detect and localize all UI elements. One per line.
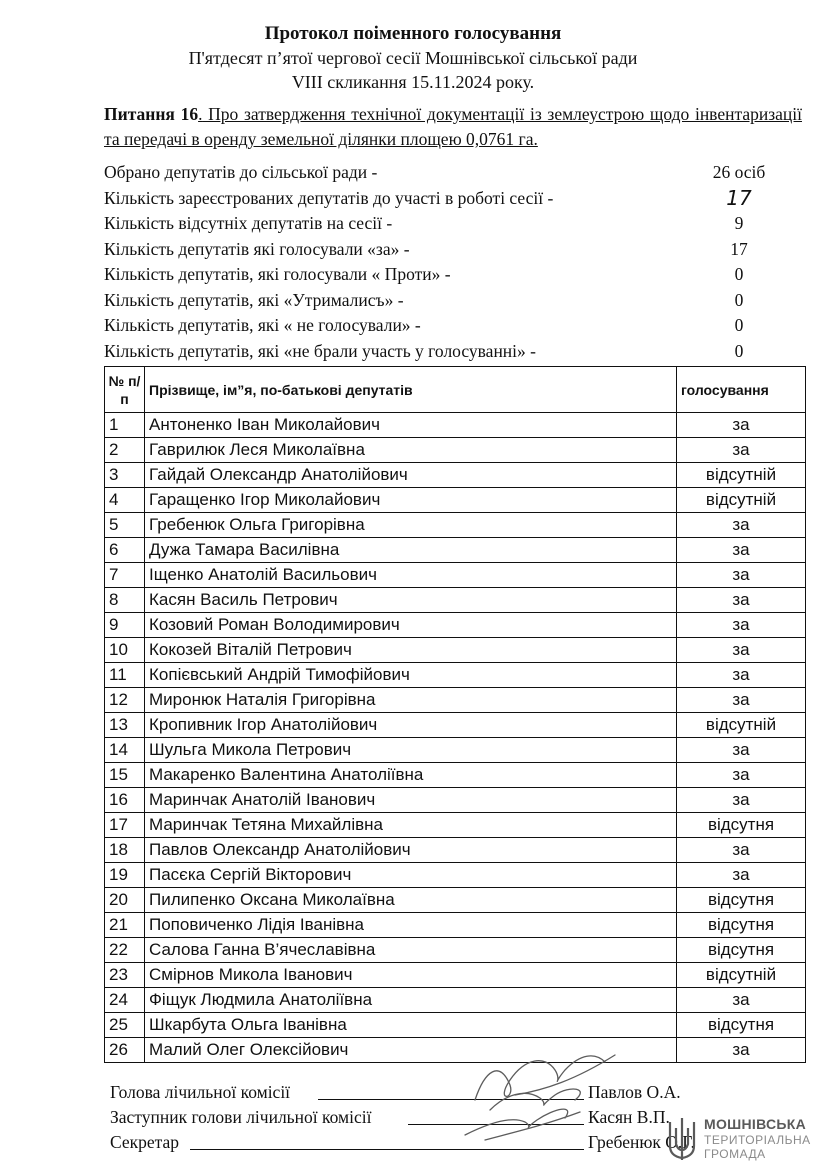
deputy-name: Шульга Микола Петрович bbox=[145, 738, 677, 763]
vote-result: відсутня bbox=[677, 1013, 806, 1038]
logo-line-1: МОШНІВСЬКА bbox=[704, 1116, 807, 1132]
table-row bbox=[105, 713, 806, 738]
row-number: 7 bbox=[105, 563, 145, 588]
stat-row bbox=[104, 313, 804, 339]
vote-result: за bbox=[677, 763, 806, 788]
row-number: 16 bbox=[105, 788, 145, 813]
stat-row bbox=[104, 160, 804, 186]
column-header-vote: голосування bbox=[677, 367, 806, 413]
stat-label: Кількість депутатів які голосували «за» - bbox=[104, 238, 410, 259]
vote-result: за bbox=[677, 613, 806, 638]
table-row bbox=[105, 413, 806, 438]
row-number: 10 bbox=[105, 638, 145, 663]
deputy-name: Копієвський Андрій Тимофійович bbox=[145, 663, 677, 688]
row-number: 23 bbox=[105, 963, 145, 988]
table-row bbox=[105, 1013, 806, 1038]
row-number: 20 bbox=[105, 888, 145, 913]
signatory-role: Голова лічильної комісії bbox=[110, 1082, 291, 1102]
deputy-name: Малий Олег Олексійович bbox=[145, 1038, 677, 1063]
stat-row bbox=[104, 186, 804, 212]
stat-label: Кількість відсутніх депутатів на сесії - bbox=[104, 213, 393, 233]
deputy-name: Кропивник Ігор Анатолійович bbox=[145, 713, 677, 738]
stat-row bbox=[104, 237, 804, 263]
row-number: 26 bbox=[105, 1038, 145, 1063]
stat-label: Обрано депутатів до сільської ради - bbox=[104, 162, 378, 182]
deputy-name: Козовий Роман Володимирович bbox=[145, 613, 677, 638]
stat-value-handwritten: 17 bbox=[726, 185, 752, 210]
vote-result: за bbox=[677, 688, 806, 713]
deputy-name: Маринчак Анатолій Іванович bbox=[145, 788, 677, 813]
table-row bbox=[105, 863, 806, 888]
stat-value: 17 bbox=[730, 238, 748, 259]
stat-label: Кількість депутатів, які « не голосували» - bbox=[104, 315, 421, 335]
stat-label: Кількість депутатів, які голосували « Проти» - bbox=[104, 264, 451, 284]
row-number: 12 bbox=[105, 688, 145, 713]
signatory-name: Гребенюк О.Г. bbox=[588, 1132, 695, 1152]
roll-call-table bbox=[104, 366, 806, 1063]
stat-row bbox=[104, 339, 804, 365]
table-row bbox=[105, 813, 806, 838]
stat-label: Кількість зареєстрованих депутатів до участі в роботі сесії - bbox=[104, 187, 554, 208]
deputy-name: Пилипенко Оксана Миколаївна bbox=[145, 888, 677, 913]
table-row bbox=[105, 613, 806, 638]
deputy-name: Макаренко Валентина Анатоліївна bbox=[145, 763, 677, 788]
table-row bbox=[105, 638, 806, 663]
vote-statistics bbox=[104, 160, 804, 364]
column-header-number: № п/п bbox=[105, 367, 145, 413]
vote-result: за bbox=[677, 988, 806, 1013]
row-number: 5 bbox=[105, 513, 145, 538]
document-header bbox=[0, 22, 826, 94]
vote-result: за bbox=[677, 588, 806, 613]
vote-result: відсутній bbox=[677, 488, 806, 513]
deputy-name: Шкарбута Ольга Іванівна bbox=[145, 1013, 677, 1038]
table-row bbox=[105, 688, 806, 713]
vote-result: за bbox=[677, 513, 806, 538]
deputy-name: Смірнов Микола Іванович bbox=[145, 963, 677, 988]
logo-line-3: ГРОМАДА bbox=[704, 1147, 766, 1161]
row-number: 24 bbox=[105, 988, 145, 1013]
deputy-name: Кокозей Віталій Петрович bbox=[145, 638, 677, 663]
vote-result: за bbox=[677, 563, 806, 588]
table-row bbox=[105, 513, 806, 538]
deputy-name: Гаращенко Ігор Миколайович bbox=[145, 488, 677, 513]
table-header-row bbox=[105, 367, 806, 413]
row-number: 25 bbox=[105, 1013, 145, 1038]
deputy-name: Пасєка Сергій Вікторович bbox=[145, 863, 677, 888]
deputy-name: Маринчак Тетяна Михайлівна bbox=[145, 813, 677, 838]
stat-label: Кількість депутатів, які «Утрималисъ» - bbox=[104, 289, 404, 310]
vote-result: за bbox=[677, 863, 806, 888]
row-number: 17 bbox=[105, 813, 145, 838]
table-row bbox=[105, 838, 806, 863]
table-row bbox=[105, 938, 806, 963]
table-row bbox=[105, 438, 806, 463]
deputy-name: Іщенко Анатолій Васильович bbox=[145, 563, 677, 588]
vote-result: відсутня bbox=[677, 888, 806, 913]
vote-result: за bbox=[677, 638, 806, 663]
vote-result: за bbox=[677, 738, 806, 763]
stat-row bbox=[104, 288, 804, 314]
row-number: 22 bbox=[105, 938, 145, 963]
table-row bbox=[105, 463, 806, 488]
stat-row bbox=[104, 262, 804, 288]
table-row bbox=[105, 963, 806, 988]
stat-label: Кількість депутатів, які «не брали участь у голосуванні» - bbox=[104, 340, 536, 361]
vote-result: за bbox=[677, 838, 806, 863]
table-row bbox=[105, 663, 806, 688]
table-row bbox=[105, 588, 806, 613]
session-subtitle: П'ятдесят п’ятої чергової сесії Мошнівської сільської ради bbox=[188, 48, 638, 68]
row-number: 1 bbox=[105, 413, 145, 438]
deputy-name: Гребенюк Ольга Григорівна bbox=[145, 513, 677, 538]
row-number: 11 bbox=[105, 663, 145, 688]
row-number: 6 bbox=[105, 538, 145, 563]
community-logo bbox=[664, 1112, 824, 1166]
deputy-name: Антоненко Іван Миколайович bbox=[145, 413, 677, 438]
vote-result: за bbox=[677, 438, 806, 463]
convocation-date: VIII скликання 15.11.2024 року. bbox=[291, 72, 535, 92]
stat-value: 9 bbox=[734, 213, 744, 233]
deputy-name: Касян Василь Петрович bbox=[145, 588, 677, 613]
row-number: 13 bbox=[105, 713, 145, 738]
table-row bbox=[105, 788, 806, 813]
signatory-name: Павлов О.А. bbox=[588, 1082, 681, 1102]
stat-row bbox=[104, 211, 804, 237]
row-number: 3 bbox=[105, 463, 145, 488]
deputy-name: Павлов Олександр Анатолійович bbox=[145, 838, 677, 863]
document-title: Протокол поіменного голосування bbox=[264, 23, 562, 44]
vote-result: відсутній bbox=[677, 463, 806, 488]
deputy-name: Фіщук Людмила Анатоліївна bbox=[145, 988, 677, 1013]
vote-result: за bbox=[677, 413, 806, 438]
agenda-issue bbox=[104, 102, 802, 152]
deputy-name: Поповиченко Лідія Іванівна bbox=[145, 913, 677, 938]
table-row bbox=[105, 763, 806, 788]
signatory-role: Заступник голови лічильної комісії bbox=[110, 1107, 372, 1127]
deputy-name: Гаврилюк Леся Миколаївна bbox=[145, 438, 677, 463]
stat-value: 0 bbox=[734, 264, 744, 284]
table-row bbox=[105, 488, 806, 513]
stat-value: 26 осіб bbox=[712, 162, 766, 182]
row-number: 8 bbox=[105, 588, 145, 613]
row-number: 14 bbox=[105, 738, 145, 763]
handwritten-signatures bbox=[455, 1040, 635, 1160]
stat-value: 0 bbox=[734, 289, 744, 310]
vote-result: за bbox=[677, 788, 806, 813]
vote-result: за bbox=[677, 538, 806, 563]
deputy-name: Гайдай Олександр Анатолійович bbox=[145, 463, 677, 488]
logo-line-2: ТЕРИТОРІАЛЬНА bbox=[704, 1133, 811, 1147]
row-number: 2 bbox=[105, 438, 145, 463]
issue-text: Про затвердження технічної документації із землеустрою щодо інвентаризації та передачі в оренду земельної ділянки площею 0,0761 га. bbox=[104, 104, 802, 149]
table-row bbox=[105, 738, 806, 763]
row-number: 9 bbox=[105, 613, 145, 638]
vote-result: за bbox=[677, 663, 806, 688]
table-row bbox=[105, 888, 806, 913]
row-number: 4 bbox=[105, 488, 145, 513]
vote-result: відсутня bbox=[677, 938, 806, 963]
row-number: 15 bbox=[105, 763, 145, 788]
vote-result: за bbox=[677, 1038, 806, 1063]
vote-result: відсутній bbox=[677, 713, 806, 738]
vote-result: відсутній bbox=[677, 963, 806, 988]
issue-label: Питання 16 bbox=[104, 104, 199, 124]
row-number: 21 bbox=[105, 913, 145, 938]
row-number: 18 bbox=[105, 838, 145, 863]
signatory-role: Секретар bbox=[110, 1132, 180, 1152]
trident-emblem-icon bbox=[666, 1116, 698, 1162]
stat-value: 0 bbox=[734, 340, 744, 361]
deputy-name: Миронюк Наталія Григорівна bbox=[145, 688, 677, 713]
row-number: 19 bbox=[105, 863, 145, 888]
signatory-name: Касян В.П. bbox=[588, 1107, 670, 1127]
deputy-name: Дужа Тамара Василівна bbox=[145, 538, 677, 563]
vote-result: відсутня bbox=[677, 913, 806, 938]
table-row bbox=[105, 913, 806, 938]
table-row bbox=[105, 988, 806, 1013]
stat-value: 0 bbox=[734, 315, 744, 335]
column-header-name: Прізвище, ім”я, по-батькові депутатів bbox=[145, 367, 677, 413]
vote-result: відсутня bbox=[677, 813, 806, 838]
table-row bbox=[105, 538, 806, 563]
deputy-name: Салова Ганна В’ячеславівна bbox=[145, 938, 677, 963]
issue-punct: . bbox=[198, 104, 203, 124]
table-row bbox=[105, 563, 806, 588]
